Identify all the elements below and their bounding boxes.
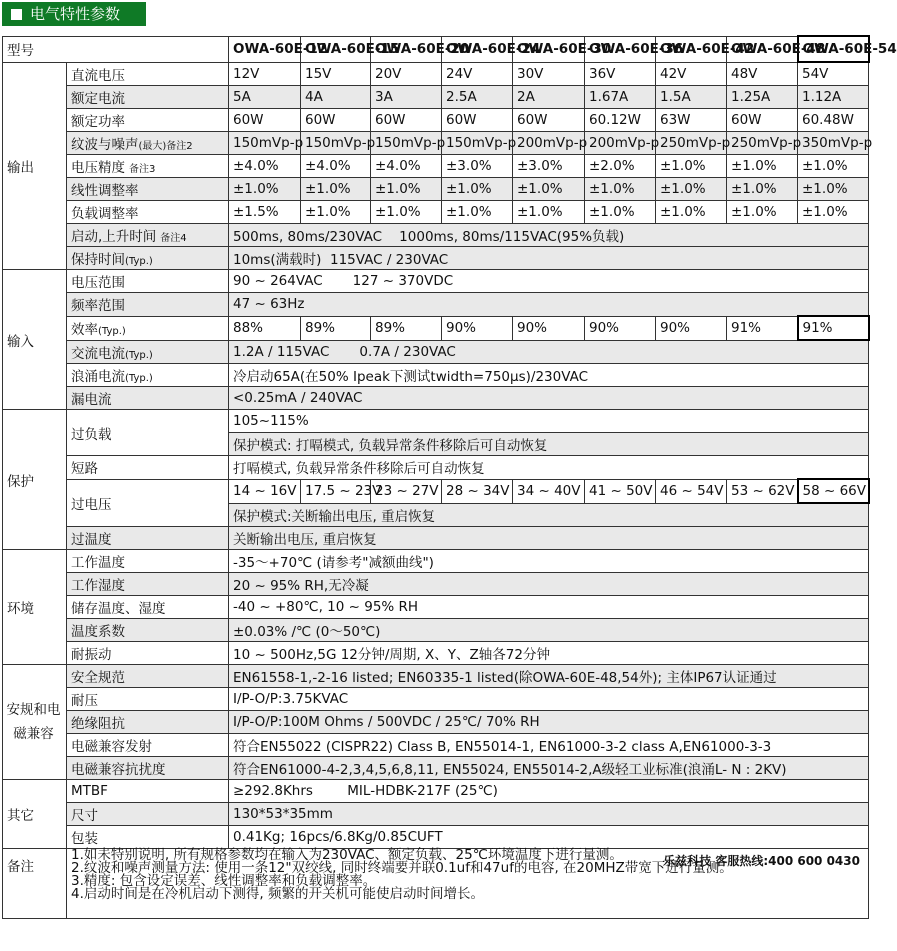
model-cell: OWA-60E-54 xyxy=(798,36,869,62)
row-label xyxy=(67,132,229,155)
input-ac-current-row xyxy=(3,340,869,364)
safety-withstand-row xyxy=(3,688,869,711)
cell: 36V xyxy=(585,62,656,86)
notes-cell xyxy=(67,849,869,919)
model-cell: OWA-60E-42 xyxy=(656,36,727,62)
row-label: 电磁兼容发射 xyxy=(67,734,229,757)
row-label: 工作温度 xyxy=(67,550,229,573)
cell: 3A xyxy=(371,86,442,109)
cell: 48V xyxy=(727,62,798,86)
row-label: 耐压 xyxy=(67,688,229,711)
cell: ±1.0% xyxy=(585,178,656,201)
safety-emc-e-row xyxy=(3,734,869,757)
others-pack-row xyxy=(3,826,869,849)
note-line: 1.如未特别说明, 所有规格参数均在输入为230VAC、额定负载、25℃环境温度下进行量测。 xyxy=(71,847,623,863)
cell: 24V xyxy=(442,62,513,86)
row-label xyxy=(67,247,229,270)
input-leak-row xyxy=(3,387,869,410)
row-label: 电压范围 xyxy=(67,270,229,293)
row-label: 温度系数 xyxy=(67,619,229,642)
cell: 保护模式: 打嗝模式, 负载异常条件移除后可自动恢复 xyxy=(229,433,869,456)
model-cell: OWA-60E-30 xyxy=(513,36,585,62)
safety-std-row xyxy=(3,665,869,688)
spec-table xyxy=(2,35,897,919)
cell: ±0.03% /℃ (0～50℃) xyxy=(229,619,869,642)
cell: ≥292.8Khrs MIL-HDBK-217F (25℃) xyxy=(229,780,869,803)
cell: ±1.0% xyxy=(442,201,513,224)
cell: 46 ~ 54V xyxy=(656,479,727,503)
cell: 150mVp-p xyxy=(229,132,301,155)
cell: 90% xyxy=(513,316,585,340)
label-sub: (Typ.) xyxy=(125,256,153,267)
cell: ±1.0% xyxy=(513,201,585,224)
label-text: 纹波与噪声 xyxy=(71,137,139,153)
cell: 91% xyxy=(727,316,798,340)
prot-overload-row xyxy=(3,410,869,433)
cell: 60W xyxy=(229,109,301,132)
row-label: 直流电压 xyxy=(67,62,229,86)
output-load-reg-row xyxy=(3,201,869,224)
cell: ±1.0% xyxy=(656,201,727,224)
cell: ±1.0% xyxy=(301,178,371,201)
cell: ±1.0% xyxy=(301,201,371,224)
cell: 58 ~ 66V xyxy=(798,479,869,503)
row-label: MTBF xyxy=(67,780,229,803)
row-label: 过负载 xyxy=(67,410,229,456)
cell: 60.48W xyxy=(798,109,869,132)
cell: 1.5A xyxy=(656,86,727,109)
cell: I/P-O/P:100M Ohms / 500VDC / 25℃/ 70% RH xyxy=(229,711,869,734)
label-text: 保持时间 xyxy=(71,252,125,268)
output-current-row xyxy=(3,86,869,109)
cell: 关断输出电压, 重启恢复 xyxy=(229,527,869,550)
model-cell: OWA-60E-20 xyxy=(371,36,442,62)
cell: 34 ~ 40V xyxy=(513,479,585,503)
square-icon xyxy=(11,9,22,20)
row-label xyxy=(67,224,229,247)
row-label: 线性调整率 xyxy=(67,178,229,201)
row-label: 短路 xyxy=(67,456,229,480)
cell: 符合EN55022 (CISPR22) Class B, EN55014-1, EN61000-3-2 class A,EN61000-3-3 xyxy=(229,734,869,757)
input-eff-row xyxy=(3,316,869,340)
model-cell: OWA-60E-15 xyxy=(301,36,371,62)
cell: 250mVp-p xyxy=(656,132,727,155)
cell: ±3.0% xyxy=(442,155,513,178)
prot-short-row xyxy=(3,456,869,480)
cell: -40 ~ +80℃, 10 ~ 95% RH xyxy=(229,596,869,619)
cell: 88% xyxy=(229,316,301,340)
cell: 1.12A xyxy=(798,86,869,109)
cell: ±1.0% xyxy=(442,178,513,201)
row-label: 额定功率 xyxy=(67,109,229,132)
note-line: 4.启动时间是在冷机启动下测得, 频繁的开关机可能使启动时间增长。 xyxy=(71,886,484,902)
cell: 60W xyxy=(442,109,513,132)
cell: 17.5 ~ 23V xyxy=(301,479,371,503)
cell: <0.25mA / 240VAC xyxy=(229,387,869,410)
output-hold-row xyxy=(3,247,869,270)
cell: ±4.0% xyxy=(301,155,371,178)
cell: 89% xyxy=(371,316,442,340)
model-label: 型号 xyxy=(3,36,229,62)
cell: ±1.0% xyxy=(727,178,798,201)
label-note: 备注3 xyxy=(129,164,156,175)
label-sub: (Typ.) xyxy=(125,373,153,384)
category-input: 输入 xyxy=(3,270,67,410)
row-label: 过电压 xyxy=(67,479,229,527)
output-power-row xyxy=(3,109,869,132)
section-header xyxy=(2,2,146,26)
category-protection: 保护 xyxy=(3,410,67,550)
cell: 1.25A xyxy=(727,86,798,109)
row-label: 储存温度、湿度 xyxy=(67,596,229,619)
row-label: 尺寸 xyxy=(67,803,229,826)
cell: ±4.0% xyxy=(229,155,301,178)
cell: ±3.0% xyxy=(513,155,585,178)
cell: 60W xyxy=(727,109,798,132)
input-vrange-row xyxy=(3,270,869,293)
cell: ±1.0% xyxy=(371,178,442,201)
cell: 500ms, 80ms/230VAC 1000ms, 80ms/115VAC(95%负载) xyxy=(229,224,869,247)
output-voltage-row xyxy=(3,62,869,86)
cell: 1.67A xyxy=(585,86,656,109)
cell: ±1.0% xyxy=(798,155,869,178)
model-cell: OWA-60E-24 xyxy=(442,36,513,62)
row-label xyxy=(67,316,229,340)
safety-emc-i-row xyxy=(3,757,869,780)
env-humid-row xyxy=(3,573,869,596)
cell: 15V xyxy=(301,62,371,86)
output-accuracy-row xyxy=(3,155,869,178)
label-text: 交流电流 xyxy=(71,345,125,362)
label-sub: (Typ.) xyxy=(98,326,126,337)
cell: 打嗝模式, 负载异常条件移除后可自动恢复 xyxy=(229,456,869,480)
cell: 20 ~ 95% RH,无冷凝 xyxy=(229,573,869,596)
cell: 150mVp-p xyxy=(442,132,513,155)
cell: 89% xyxy=(301,316,371,340)
label-note: 备注4 xyxy=(160,233,187,244)
model-cell: OWA-60E-36 xyxy=(585,36,656,62)
cell: 53 ~ 62V xyxy=(727,479,798,503)
label-sub: (最大)备注2 xyxy=(138,141,193,152)
cell: 30V xyxy=(513,62,585,86)
cell: 130*53*35mm xyxy=(229,803,869,826)
cell: 42V xyxy=(656,62,727,86)
cell: 20V xyxy=(371,62,442,86)
env-coef-row xyxy=(3,619,869,642)
output-rise-row xyxy=(3,224,869,247)
cell: 41 ~ 50V xyxy=(585,479,656,503)
cell: 0.41Kg; 16pcs/6.8Kg/0.85CUFT xyxy=(229,826,869,849)
cell: 90% xyxy=(585,316,656,340)
note-line: 2.纹波和噪声测量方法: 使用一条12"双绞线, 同时终端要并联0.1uf和47uf的电容, 在20MHZ带宽下进行量测。 xyxy=(71,860,733,876)
output-line-reg-row xyxy=(3,178,869,201)
row-label: 包装 xyxy=(67,826,229,849)
cell: ±1.0% xyxy=(585,201,656,224)
row-label: 额定电流 xyxy=(67,86,229,109)
cell: 90% xyxy=(656,316,727,340)
cell: 保护模式:关断输出电压, 重启恢复 xyxy=(229,503,869,527)
category-environment: 环境 xyxy=(3,550,67,665)
cell: 200mVp-p xyxy=(585,132,656,155)
row-label: 过温度 xyxy=(67,527,229,550)
cell: 60.12W xyxy=(585,109,656,132)
cell: 5A xyxy=(229,86,301,109)
cell: 60W xyxy=(513,109,585,132)
label-text: 电压精度 xyxy=(71,160,125,176)
cell: 23 ~ 27V xyxy=(371,479,442,503)
row-label: 工作湿度 xyxy=(67,573,229,596)
cell: 28 ~ 34V xyxy=(442,479,513,503)
row-label: 安全规范 xyxy=(67,665,229,688)
input-inrush-row xyxy=(3,364,869,387)
label-text: 浪涌电流 xyxy=(71,369,125,385)
cell: 90 ~ 264VAC 127 ~ 370VDC xyxy=(229,270,869,293)
others-size-row xyxy=(3,803,869,826)
category-output: 输出 xyxy=(3,62,67,270)
cell: 4A xyxy=(301,86,371,109)
cell: ±1.0% xyxy=(727,201,798,224)
model-cell: OWA-60E-12 xyxy=(229,36,301,62)
cell: ±1.0% xyxy=(727,155,798,178)
others-mtbf-row xyxy=(3,780,869,803)
cell: 1.2A / 115VAC 0.7A / 230VAC xyxy=(229,340,869,364)
cell: ±1.0% xyxy=(513,178,585,201)
category-safety: 安规和电磁兼容 xyxy=(3,665,67,780)
env-vib-row xyxy=(3,642,869,665)
env-storage-row xyxy=(3,596,869,619)
cell: 10ms(满载时) 115VAC / 230VAC xyxy=(229,247,869,270)
cell: 2A xyxy=(513,86,585,109)
cell: ±2.0% xyxy=(585,155,656,178)
cell: 2.5A xyxy=(442,86,513,109)
label-text: 启动,上升时间 xyxy=(71,229,157,245)
cell: 47 ~ 63Hz xyxy=(229,293,869,317)
cell: 14 ~ 16V xyxy=(229,479,301,503)
model-row xyxy=(3,36,869,62)
cell: -35～+70℃ (请参考"减额曲线") xyxy=(229,550,869,573)
cell: 63W xyxy=(656,109,727,132)
cell: 10 ~ 500Hz,5G 12分钟/周期, X、Y、Z轴各72分钟 xyxy=(229,642,869,665)
row-label: 电磁兼容抗扰度 xyxy=(67,757,229,780)
category-others: 其它 xyxy=(3,780,67,849)
label-sub: (Typ.) xyxy=(125,349,153,361)
notes-row xyxy=(3,849,869,919)
note-line: 3.精度: 包含设定误差、线性调整率和负载调整率。 xyxy=(71,873,377,889)
input-freq-row xyxy=(3,293,869,317)
cell: ±1.0% xyxy=(798,178,869,201)
cell: ±1.5% xyxy=(229,201,301,224)
cell: ±1.0% xyxy=(229,178,301,201)
prot-ovp-row xyxy=(3,479,869,503)
row-label: 频率范围 xyxy=(67,293,229,317)
row-label xyxy=(67,364,229,387)
cell: ±4.0% xyxy=(371,155,442,178)
row-label: 负载调整率 xyxy=(67,201,229,224)
cell: 150mVp-p xyxy=(371,132,442,155)
row-label xyxy=(67,340,229,364)
cell: ±1.0% xyxy=(371,201,442,224)
cell: 250mVp-p xyxy=(727,132,798,155)
cell: 105~115% xyxy=(229,410,869,433)
contact-hotline: 乐兹科技 客服热线:400 600 0430 xyxy=(663,854,860,868)
cell: 91% xyxy=(798,316,869,340)
cell: 60W xyxy=(301,109,371,132)
safety-iso-row xyxy=(3,711,869,734)
label-text: 效率 xyxy=(71,322,98,338)
cell: 12V xyxy=(229,62,301,86)
prot-otp-row xyxy=(3,527,869,550)
category-notes: 备注 xyxy=(3,849,67,919)
cell: 符合EN61000-4-2,3,4,5,6,8,11, EN55024, EN55014-2,A级轻工业标准(浪涌L- N : 2KV) xyxy=(229,757,869,780)
env-temp-row xyxy=(3,550,869,573)
row-label: 绝缘阻抗 xyxy=(67,711,229,734)
cell: 150mVp-p xyxy=(301,132,371,155)
cell: 冷启动65A(在50% Ipeak下测试twidth=750µs)/230VAC xyxy=(229,364,869,387)
cell: EN61558-1,-2-16 listed; EN60335-1 listed(除OWA-60E-48,54外); 主体IP67认证通过 xyxy=(229,665,869,688)
output-ripple-row xyxy=(3,132,869,155)
row-label: 漏电流 xyxy=(67,387,229,410)
cell: 200mVp-p xyxy=(513,132,585,155)
cell: 54V xyxy=(798,62,869,86)
cell: ±1.0% xyxy=(798,201,869,224)
cell: 90% xyxy=(442,316,513,340)
cell: ±1.0% xyxy=(656,155,727,178)
section-title: 电气特性参数 xyxy=(30,5,121,23)
cell: 350mVp-p xyxy=(798,132,869,155)
cell: 60W xyxy=(371,109,442,132)
model-cell: OWA-60E-48 xyxy=(727,36,798,62)
row-label xyxy=(67,155,229,178)
cell: ±1.0% xyxy=(656,178,727,201)
cell: I/P-O/P:3.75KVAC xyxy=(229,688,869,711)
row-label: 耐振动 xyxy=(67,642,229,665)
